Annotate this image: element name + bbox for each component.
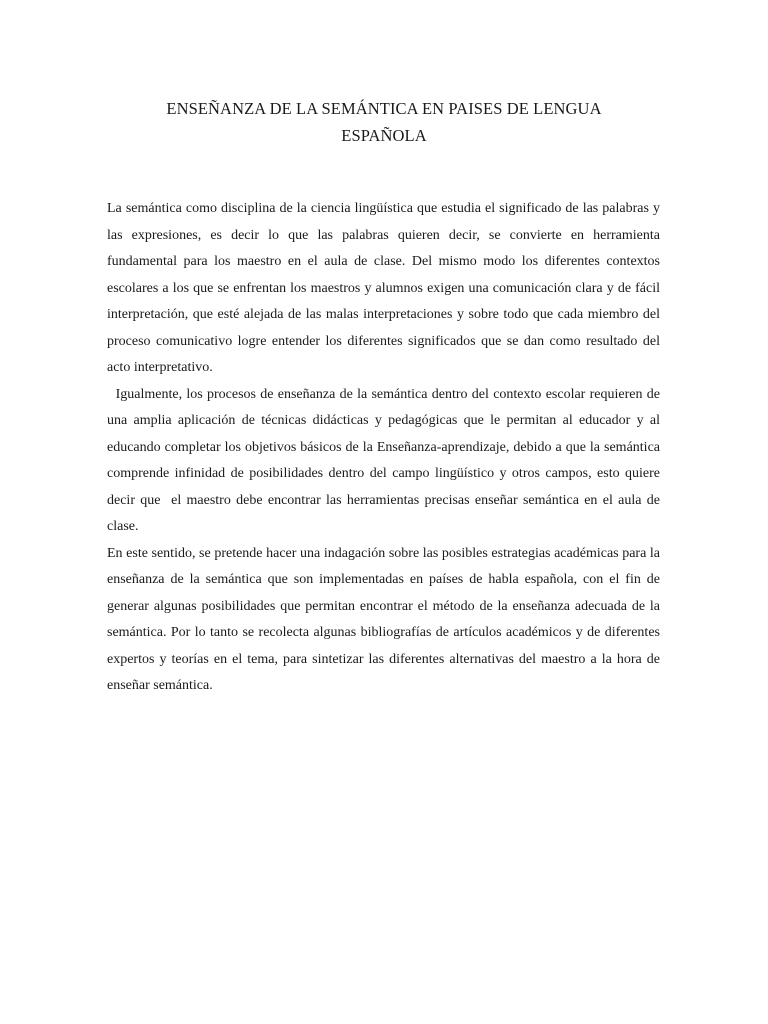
paragraph-2: Igualmente, los procesos de enseñanza de la semántica dentro del contexto escolar requieren de una amplia aplicación de técnicas didácticas y pedagógicas que le permitan al educador y al educando completar los objetivos básicos de la Enseñanza-aprendizaje, debido a que la semántica comprende infinidad de posibilidades dentro del campo lingüístico y otros campos, esto quiere decir que el maestro debe encontrar las herramientas precisas enseñar semántica en el aula de clase. <box>107 386 664 534</box>
paragraph-3: En este sentido, se pretende hacer una indagación sobre las posibles estrategias académicas para la enseñanza de la semántica que son implementadas en países de habla española, con el fin de generar algunas posibilidades que permitan encontrar el método de la enseñanza adecuada de la semántica. Por lo tanto se recolecta algunas bibliografías de artículos académicos y de diferentes expertos y teorías en el tema, para sintetizar las diferentes alternativas del maestro a la hora de enseñar semántica. <box>107 545 660 693</box>
title-line-2: ESPAÑOLA <box>341 126 427 145</box>
document-title <box>100 95 668 149</box>
title-line-1: ENSEÑANZA DE LA SEMÁNTICA EN PAISES DE LENGUA <box>166 99 602 118</box>
paragraph-1: La semántica como disciplina de la ciencia lingüística que estudia el significado de las palabras y las expresiones, es decir lo que las palabras quieren decir, se convierte en herramienta fundamental para los maestro en el aula de clase. Del mismo modo los diferentes contextos escolares a los que se enfrentan los maestros y alumnos exigen una comunicación clara y de fácil interpretación, que esté alejada de las malas interpretaciones y sobre todo que cada miembro del proceso comunicativo logre entender los diferentes significados que se dan como resultado del acto interpretativo. <box>107 201 660 375</box>
document-body <box>107 196 664 700</box>
